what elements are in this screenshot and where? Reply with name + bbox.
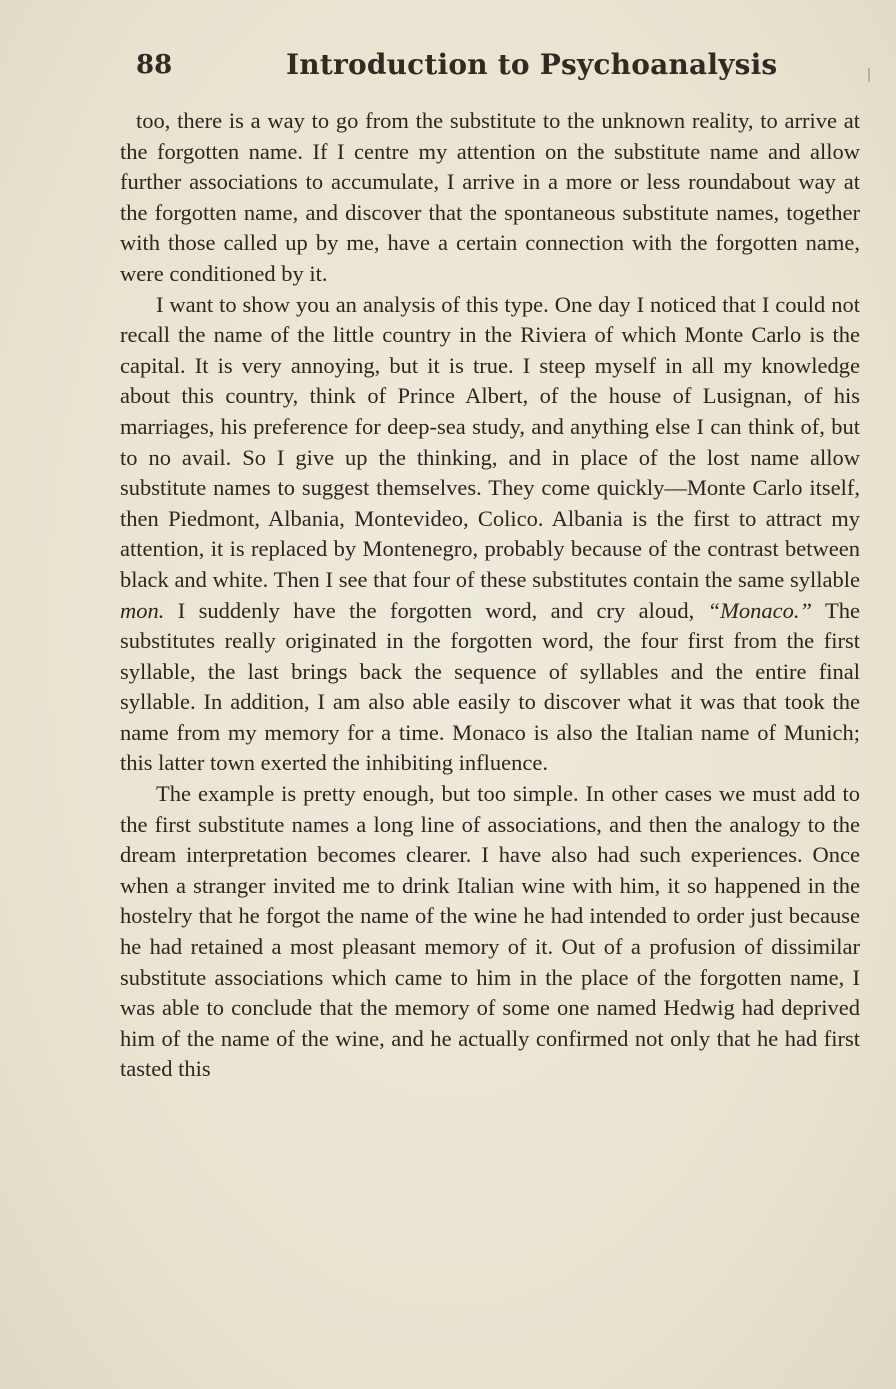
- paragraph-2-text-b: I suddenly have the forgotten word, and cry aloud,: [164, 597, 695, 623]
- italic-word-monaco: “Monaco.”: [707, 597, 813, 623]
- paragraph-2-text-c: The substitutes really originated in the forgotten word, the four first from the first syllable, the last brings back the sequence of syllables and the entire final syllable. In addition, I am also able easily to discover what it was that took the name from my memory for a time. Monaco is also the Italian name of Munich; this latter town exerted the inhibiting influence.: [120, 597, 861, 776]
- running-title: Introduction to Psychoanalysis: [286, 48, 778, 81]
- running-header: [136, 48, 864, 88]
- italic-syllable-mon: mon.: [120, 597, 165, 623]
- page-number: 88: [136, 50, 173, 80]
- page-edge-mark: [868, 68, 870, 82]
- paragraph-1: too, there is a way to go from the substitute to the unknown reality, to arrive at the forgotten name. If I centre my attention on the substitute name and allow further associations to accumulate, I arrive in a more or less roundabout way at the forgotten name, and discover that the spontaneous substitute names, together with those called up by me, have a certain connection with the forgotten name, were conditioned by it.: [120, 108, 860, 286]
- paragraph-2-text-a: I want to show you an analysis of this type. One day I noticed that I could not recall the name of the little country in the Riviera of which Monte Carlo is the capital. It is very annoying, but it is true. I steep myself in all my knowledge about this country, think of Prince Albert, of the house of Lusignan, of his marriages, his preference for deep-sea study, and anything else I can think of, but to no avail. So I give up the thinking, and in place of the lost name allow substitute names to suggest themselves. They come quickly—Monte Carlo itself, then Piedmont, Albania, Montevideo, Colico. Albania is the first to attract my attention, it is replaced by Montenegro, probably because of the contrast between black and white. Then I see that four of these substitutes contain the same syllable: [120, 291, 860, 592]
- body-text: [120, 106, 860, 1085]
- paragraph-2: [120, 290, 860, 780]
- paragraph-3: The example is pretty enough, but too simple. In other cases we must add to the first substitute names a long line of associations, and then the analogy to the dream interpretation becomes clearer. I have also had such experiences. Once when a stranger invited me to drink Italian wine with him, it so happened in the hostelry that he forgot the name of the wine he had intended to order just because he had retained a most pleasant memory of it. Out of a profusion of dissimilar substitute associations which came to him in the place of the forgotten name, I was able to conclude that the memory of some one named Hedwig had deprived him of the name of the wine, and he actually confirmed not only that he had first tasted this: [120, 781, 860, 1082]
